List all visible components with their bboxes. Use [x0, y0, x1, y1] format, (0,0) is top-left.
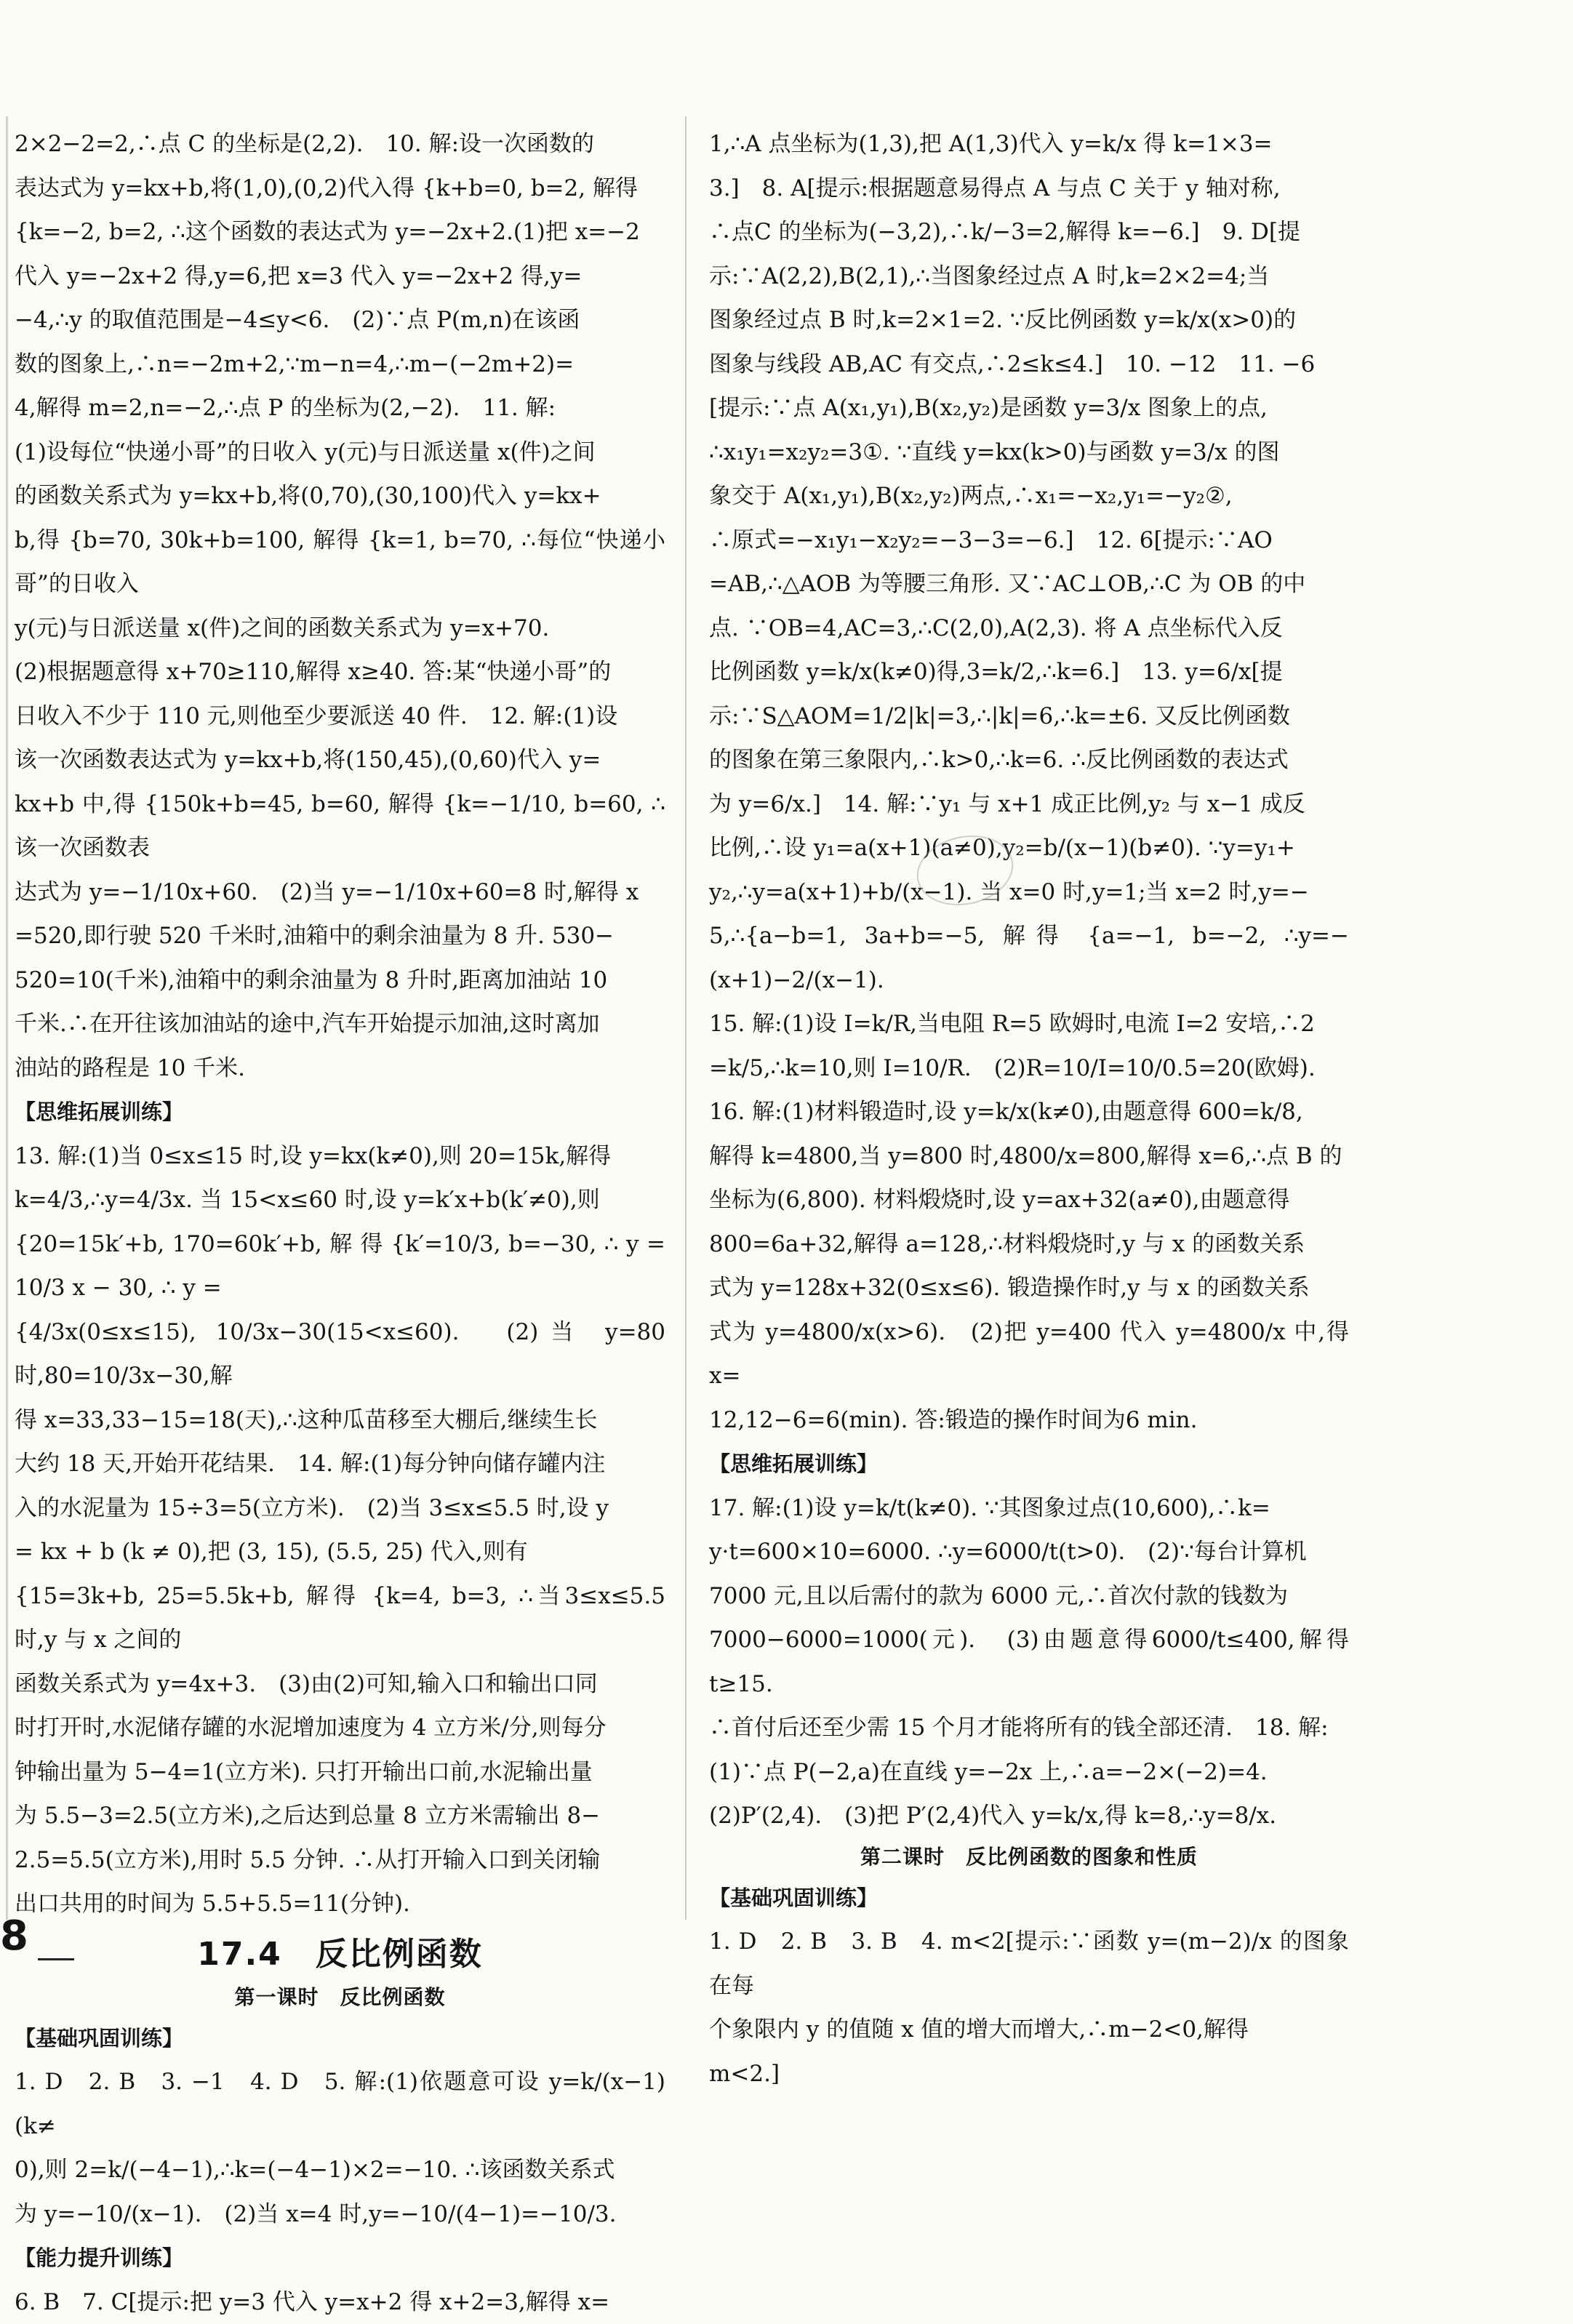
text-line: 入的水泥量为 15÷3=5(立方米). (2)当 3≤x≤5.5 时,设 y	[15, 1486, 665, 1531]
text-line: 2.5=5.5(立方米),用时 5.5 分钟. ∴从打开输入口到关闭输	[15, 1838, 665, 1883]
text-line: 为 5.5−3=2.5(立方米),之后达到总量 8 立方米需输出 8−	[15, 1794, 665, 1838]
text-line: 520=10(千米),油箱中的剩余油量为 8 升时,距离加油站 10	[15, 958, 665, 1003]
text-line: 17. 解:(1)设 y=k/t(k≠0). ∵其图象过点(10,600),∴k=	[709, 1486, 1349, 1531]
text-line: {4/3x(0≤x≤15), 10/3x−30(15<x≤60). (2)当 y=80 时,80=10/3x−30,解	[15, 1310, 665, 1398]
page-number-rule	[38, 1958, 74, 1960]
text-line: 3.] 8. A[提示:根据题意易得点 A 与点 C 关于 y 轴对称,	[709, 167, 1349, 211]
text-line: 大约 18 天,开始开花结果. 14. 解:(1)每分钟向储存罐内注	[15, 1442, 665, 1486]
text-line: 15. 解:(1)设 I=k/R,当电阻 R=5 欧姆时,电流 I=2 安培,∴2	[709, 1002, 1349, 1046]
text-line: 点. ∵OB=4,AC=3,∴C(2,0),A(2,3). 将 A 点坐标代入反	[709, 606, 1349, 651]
text-line: 的函数关系式为 y=kx+b,将(0,70),(30,100)代入 y=kx+	[15, 474, 665, 518]
left-margin-rule	[6, 116, 8, 1920]
text-line: 出口共用的时间为 5.5+5.5=11(分钟).	[15, 1882, 665, 1926]
text-line: 13. 解:(1)当 0≤x≤15 时,设 y=kx(k≠0),则 20=15k,解得	[15, 1134, 665, 1179]
lesson-subtitle: 第二课时 反比例函数的图象和性质	[709, 1838, 1349, 1876]
text-line: 图象与线段 AB,AC 有交点,∴2≤k≤4.] 10. −12 11. −6	[709, 342, 1349, 387]
left-column	[15, 122, 665, 2324]
text-line: 坐标为(6,800). 材料煅烧时,设 y=ax+32(a≠0),由题意得	[709, 1178, 1349, 1222]
text-line: 达式为 y=−1/10x+60. (2)当 y=−1/10x+60=8 时,解得 x	[15, 870, 665, 915]
text-line: =AB,∴△AOB 为等腰三角形. 又∵AC⊥OB,∴C 为 OB 的中	[709, 562, 1349, 606]
text-line: =k/5,∴k=10,则 I=10/R. (2)R=10/I=10/0.5=20(欧姆).	[709, 1046, 1349, 1091]
text-line: y·t=600×10=6000. ∴y=6000/t(t>0). (2)∵每台计算机	[709, 1530, 1349, 1574]
text-line: −4,∴y 的取值范围是−4≤y<6. (2)∵点 P(m,n)在该函	[15, 298, 665, 342]
text-line: 得 x=33,33−15=18(天),∴这种瓜苗移至大棚后,继续生长	[15, 1398, 665, 1443]
text-line: b,得 {b=70, 30k+b=100, 解得 {k=1, b=70, ∴每位“快递小哥”的日收入	[15, 518, 665, 606]
section-heading: 【思维拓展训练】	[709, 1442, 1349, 1486]
text-line: {k=−2, b=2, ∴这个函数的表达式为 y=−2x+2.(1)把 x=−2	[15, 210, 665, 255]
section-heading: 【能力提升训练】	[15, 2236, 665, 2280]
text-line: =520,即行驶 520 千米时,油箱中的剩余油量为 8 升. 530−	[15, 914, 665, 958]
text-line: 7000−6000=1000(元). (3)由题意得6000/t≤400,解得 t≥15.	[709, 1618, 1349, 1706]
column-divider	[685, 116, 687, 1920]
text-line: 时打开时,水泥储存罐的水泥增加速度为 4 立方米/分,则每分	[15, 1706, 665, 1750]
text-line: 数的图象上,∴n=−2m+2,∵m−n=4,∴m−(−2m+2)=	[15, 342, 665, 387]
text-line: 5,∴{a−b=1, 3a+b=−5, 解得 {a=−1, b=−2, ∴y=−(x+1)−2/(x−1).	[709, 914, 1349, 1002]
text-line: 为 y=6/x.] 14. 解:∵y₁ 与 x+1 成正比例,y₂ 与 x−1 成反	[709, 782, 1349, 827]
text-line: 解得 k=4800,当 y=800 时,4800/x=800,解得 x=6,∴点 B 的	[709, 1134, 1349, 1179]
text-line: 12,12−6=6(min). 答:锻造的操作时间为6 min.	[709, 1398, 1349, 1443]
text-line: 4,解得 m=2,n=−2,∴点 P 的坐标为(2,−2). 11. 解:	[15, 386, 665, 430]
text-line: 比例,∴设 y₁=a(x+1)(a≠0),y₂=b/(x−1)(b≠0). ∵y=y₁+	[709, 826, 1349, 870]
text-line: 1. D 2. B 3. B 4. m<2[提示:∵函数 y=(m−2)/x 的图象在每	[709, 1920, 1349, 2008]
text-line: 日收入不少于 110 元,则他至少要派送 40 件. 12. 解:(1)设	[15, 694, 665, 739]
page-number: 8	[0, 1912, 28, 1960]
text-line: y(元)与日派送量 x(件)之间的函数关系式为 y=x+70.	[15, 606, 665, 651]
text-line: 7000 元,且以后需付的款为 6000 元,∴首次付款的钱数为	[709, 1574, 1349, 1619]
text-line: ∴x₁y₁=x₂y₂=3①. ∵直线 y=kx(k>0)与函数 y=3/x 的图	[709, 430, 1349, 475]
text-line: 示:∵A(2,2),B(2,1),∴当图象经过点 A 时,k=2×2=4;当	[709, 255, 1349, 299]
text-line: 800=6a+32,解得 a=128,∴材料煅烧时,y 与 x 的函数关系	[709, 1222, 1349, 1267]
text-line: 图象经过点 B 时,k=2×1=2. ∵反比例函数 y=k/x(x>0)的	[709, 298, 1349, 342]
text-line: 的图象在第三象限内,∴k>0,∴k=6. ∴反比例函数的表达式	[709, 738, 1349, 782]
text-line: k=4/3,∴y=4/3x. 当 15<x≤60 时,设 y=k′x+b(k′≠0),则	[15, 1178, 665, 1222]
text-line: {15=3k+b, 25=5.5k+b, 解得 {k=4, b=3, ∴当3≤x≤5.5 时,y 与 x 之间的	[15, 1574, 665, 1662]
text-line: (1)∵点 P(−2,a)在直线 y=−2x 上,∴a=−2×(−2)=4.	[709, 1750, 1349, 1795]
section-heading: 【思维拓展训练】	[15, 1090, 665, 1134]
text-line: 式为 y=128x+32(0≤x≤6). 锻造操作时,y 与 x 的函数关系	[709, 1266, 1349, 1310]
text-line: = kx + b (k ≠ 0),把 (3, 15), (5.5, 25) 代入,则有	[15, 1530, 665, 1574]
text-line: (1)设每位“快递小哥”的日收入 y(元)与日派送量 x(件)之间	[15, 430, 665, 475]
text-line: 1. D 2. B 3. −1 4. D 5. 解:(1)依题意可设 y=k/(x−1)(k≠	[15, 2060, 665, 2148]
text-line: kx+b 中,得 {150k+b=45, b=60, 解得 {k=−1/10, b=60, ∴该一次函数表	[15, 782, 665, 870]
text-line: 函数关系式为 y=4x+3. (3)由(2)可知,输入口和输出口同	[15, 1662, 665, 1707]
text-line: 象交于 A(x₁,y₁),B(x₂,y₂)两点,∴x₁=−x₂,y₁=−y₂②,	[709, 474, 1349, 518]
text-line: 6. B 7. C[提示:把 y=3 代入 y=x+2 得 x+2=3,解得 x=	[15, 2280, 665, 2324]
right-column	[709, 122, 1349, 2096]
text-line: ∴点C 的坐标为(−3,2),∴k/−3=2,解得 k=−6.] 9. D[提	[709, 210, 1349, 255]
text-line: 为 y=−10/(x−1). (2)当 x=4 时,y=−10/(4−1)=−10/3.	[15, 2192, 665, 2237]
text-line: 16. 解:(1)材料锻造时,设 y=k/x(k≠0),由题意得 600=k/8,	[709, 1090, 1349, 1134]
text-line: (2)P′(2,4). (3)把 P′(2,4)代入 y=k/x,得 k=8,∴y=8/x.	[709, 1794, 1349, 1838]
text-line: y₂,∴y=a(x+1)+b/(x−1). 当 x=0 时,y=1;当 x=2 时,y=−	[709, 870, 1349, 915]
text-line: 2×2−2=2,∴点 C 的坐标是(2,2). 10. 解:设一次函数的	[15, 122, 665, 167]
text-line: 示:∵S△AOM=1/2|k|=3,∴|k|=6,∴k=±6. 又反比例函数	[709, 694, 1349, 739]
text-line: 0),则 2=k/(−4−1),∴k=(−4−1)×2=−10. ∴该函数关系式	[15, 2148, 665, 2192]
section-heading: 【基础巩固训练】	[709, 1876, 1349, 1920]
text-line: {20=15k′+b, 170=60k′+b, 解 得 {k′=10/3, b=−30, ∴ y = 10/3 x − 30, ∴ y =	[15, 1222, 665, 1310]
chapter-title: 17.4 反比例函数	[15, 1931, 665, 1979]
text-line: [提示:∵点 A(x₁,y₁),B(x₂,y₂)是函数 y=3/x 图象上的点,	[709, 386, 1349, 430]
lesson-subtitle: 第一课时 反比例函数	[15, 1979, 665, 2016]
section-heading: 【基础巩固训练】	[15, 2016, 665, 2061]
text-line: (2)根据题意得 x+70≥110,解得 x≥40. 答:某“快递小哥”的	[15, 650, 665, 694]
text-line: ∴首付后还至少需 15 个月才能将所有的钱全部还清. 18. 解:	[709, 1706, 1349, 1750]
text-line: 个象限内 y 的值随 x 值的增大而增大,∴m−2<0,解得	[709, 2008, 1349, 2052]
text-line: 代入 y=−2x+2 得,y=6,把 x=3 代入 y=−2x+2 得,y=	[15, 255, 665, 299]
text-line: 式为 y=4800/x(x>6). (2)把 y=400 代入 y=4800/x 中,得 x=	[709, 1310, 1349, 1398]
text-line: 该一次函数表达式为 y=kx+b,将(150,45),(0,60)代入 y=	[15, 738, 665, 782]
text-line: 油站的路程是 10 千米.	[15, 1046, 665, 1091]
text-line: 比例函数 y=k/x(k≠0)得,3=k/2,∴k=6.] 13. y=6/x[提	[709, 650, 1349, 694]
text-line: m<2.]	[709, 2052, 1349, 2096]
text-line: ∴原式=−x₁y₁−x₂y₂=−3−3=−6.] 12. 6[提示:∵AO	[709, 518, 1349, 563]
text-line: 1,∴A 点坐标为(1,3),把 A(1,3)代入 y=k/x 得 k=1×3=	[709, 122, 1349, 167]
text-line: 千米.∴在开往该加油站的途中,汽车开始提示加油,这时离加	[15, 1002, 665, 1046]
text-line: 表达式为 y=kx+b,将(1,0),(0,2)代入得 {k+b=0, b=2, 解得	[15, 167, 665, 211]
text-line: 钟输出量为 5−4=1(立方米). 只打开输出口前,水泥输出量	[15, 1750, 665, 1795]
